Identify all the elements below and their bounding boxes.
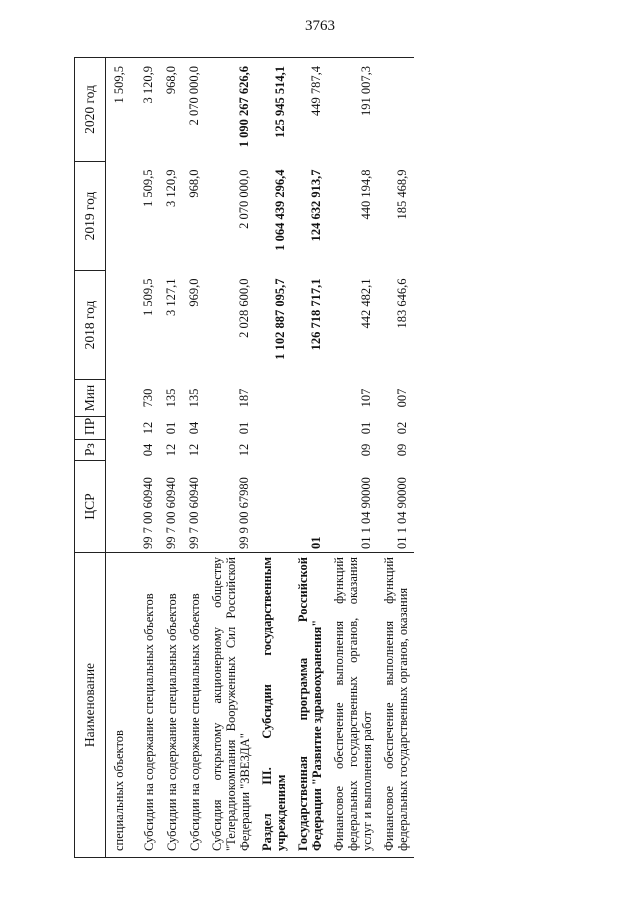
row-name: Субсидии на содержание специальных объектов [137,553,160,858]
row-min: 107 [359,388,373,408]
header-2018: 2018 год [75,271,106,380]
table-row [137,58,160,858]
row-2020: 968,0 [160,58,183,162]
row-2018: 1 102 887 095,7 [273,278,287,360]
row-min [106,380,138,417]
row-rz [292,440,328,461]
row-name: Финансовое обеспечение выполнения функций федеральных государственных органов, оказания [378,553,414,858]
row-2020: 3 120,9 [137,58,160,162]
row-rz: 09 [359,443,373,457]
table-row [378,58,414,858]
row-pr: 01 [359,421,373,435]
row-2019: 440 194,8 [359,169,373,220]
row-name: Раздел III. Субсидии государственным учреждениям [256,553,292,858]
row-pr: 04 [187,421,201,435]
row-rz [256,440,292,461]
row-name: Субсидия открытому акционерному обществу "Телерадиокомпания Вооруженных Сил Российской Федерации "ЗВЕЗДА" [206,553,256,858]
row-2019: 124 632 913,7 [309,169,323,242]
row-csr: 01 1 04 90000 [359,477,373,549]
row-pr: 01 [237,421,251,435]
row-rz [106,440,138,461]
row-rz: 12 [187,443,201,457]
row-pr [106,417,138,440]
table-row [183,58,206,858]
table-row-section [256,58,292,858]
row-min: 135 [164,388,178,408]
row-2019: 1 064 439 296,4 [273,169,287,251]
row-min: 730 [141,388,155,408]
row-csr: 99 7 00 60940 [187,477,201,549]
header-csr: ЦСР [75,461,106,553]
row-2020: 449 787,4 [292,58,328,162]
row-name: специальных объектов [106,553,138,858]
row-name: Финансовое обеспечение выполнения функций федеральных государственных органов, оказания услуг и выполнения работ [328,553,378,858]
row-2018: 969,0 [187,278,201,307]
row-csr: 01 [309,536,323,549]
row-pr [256,417,292,440]
row-csr [256,461,292,553]
row-2020: 1 090 267 626,6 [206,58,256,162]
row-rz: 04 [141,443,155,457]
row-min: 007 [395,388,409,408]
row-min: 135 [187,388,201,408]
row-min [256,380,292,417]
row-name: Субсидии на содержание специальных объектов [183,553,206,858]
header-2019: 2019 год [75,162,106,271]
row-pr: 02 [395,421,409,435]
row-2019 [106,162,138,271]
row-name: Государственная программа Российской Федерации "Развитие здравоохранения" [292,553,328,858]
row-2020: 2 070 000,0 [183,58,206,162]
row-csr [106,461,138,553]
header-2020: 2020 год [75,58,106,162]
budget-table [74,57,414,858]
table-row [106,58,138,858]
row-rz: 09 [395,443,409,457]
row-min [292,380,328,417]
row-2020: 1 509,5 [106,58,138,162]
header-name: Наименование [75,553,106,858]
table-row [328,58,378,858]
row-2019: 185 468,9 [395,169,409,220]
row-rz: 12 [164,443,178,457]
header-row [75,58,106,858]
page-number: 3763 [305,18,335,34]
row-min: 187 [237,388,251,408]
row-2018: 3 127,1 [164,278,178,316]
row-2020: 191 007,3 [328,58,378,162]
table-row [206,58,256,858]
row-2019: 968,0 [187,169,201,198]
row-rz: 12 [237,443,251,457]
row-2020: 125 945 514,1 [256,58,292,162]
row-pr [292,417,328,440]
row-2019: 1 509,5 [141,169,155,207]
row-2018 [106,271,138,380]
row-csr: 99 9 00 67980 [237,477,251,549]
row-2018: 1 509,5 [141,278,155,316]
row-2018: 442 482,1 [359,278,373,329]
row-pr: 01 [164,421,178,435]
row-csr: 99 7 00 60940 [141,477,155,549]
row-2018: 2 028 600,0 [237,278,251,338]
row-2018: 126 718 717,1 [309,278,323,351]
header-min: Мин [75,380,106,417]
row-csr: 99 7 00 60940 [164,477,178,549]
row-2019: 2 070 000,0 [237,169,251,229]
header-pr: ПР [75,417,106,440]
row-csr: 01 1 04 90000 [395,477,409,549]
row-pr: 12 [141,421,155,435]
row-2019: 3 120,9 [164,169,178,207]
header-rz: Рз [75,440,106,461]
row-2020 [378,58,414,162]
rotated-table-container [74,58,614,858]
table-row [160,58,183,858]
row-2018: 183 646,6 [395,278,409,329]
table-row-program [292,58,328,858]
row-name: Субсидии на содержание специальных объектов [160,553,183,858]
